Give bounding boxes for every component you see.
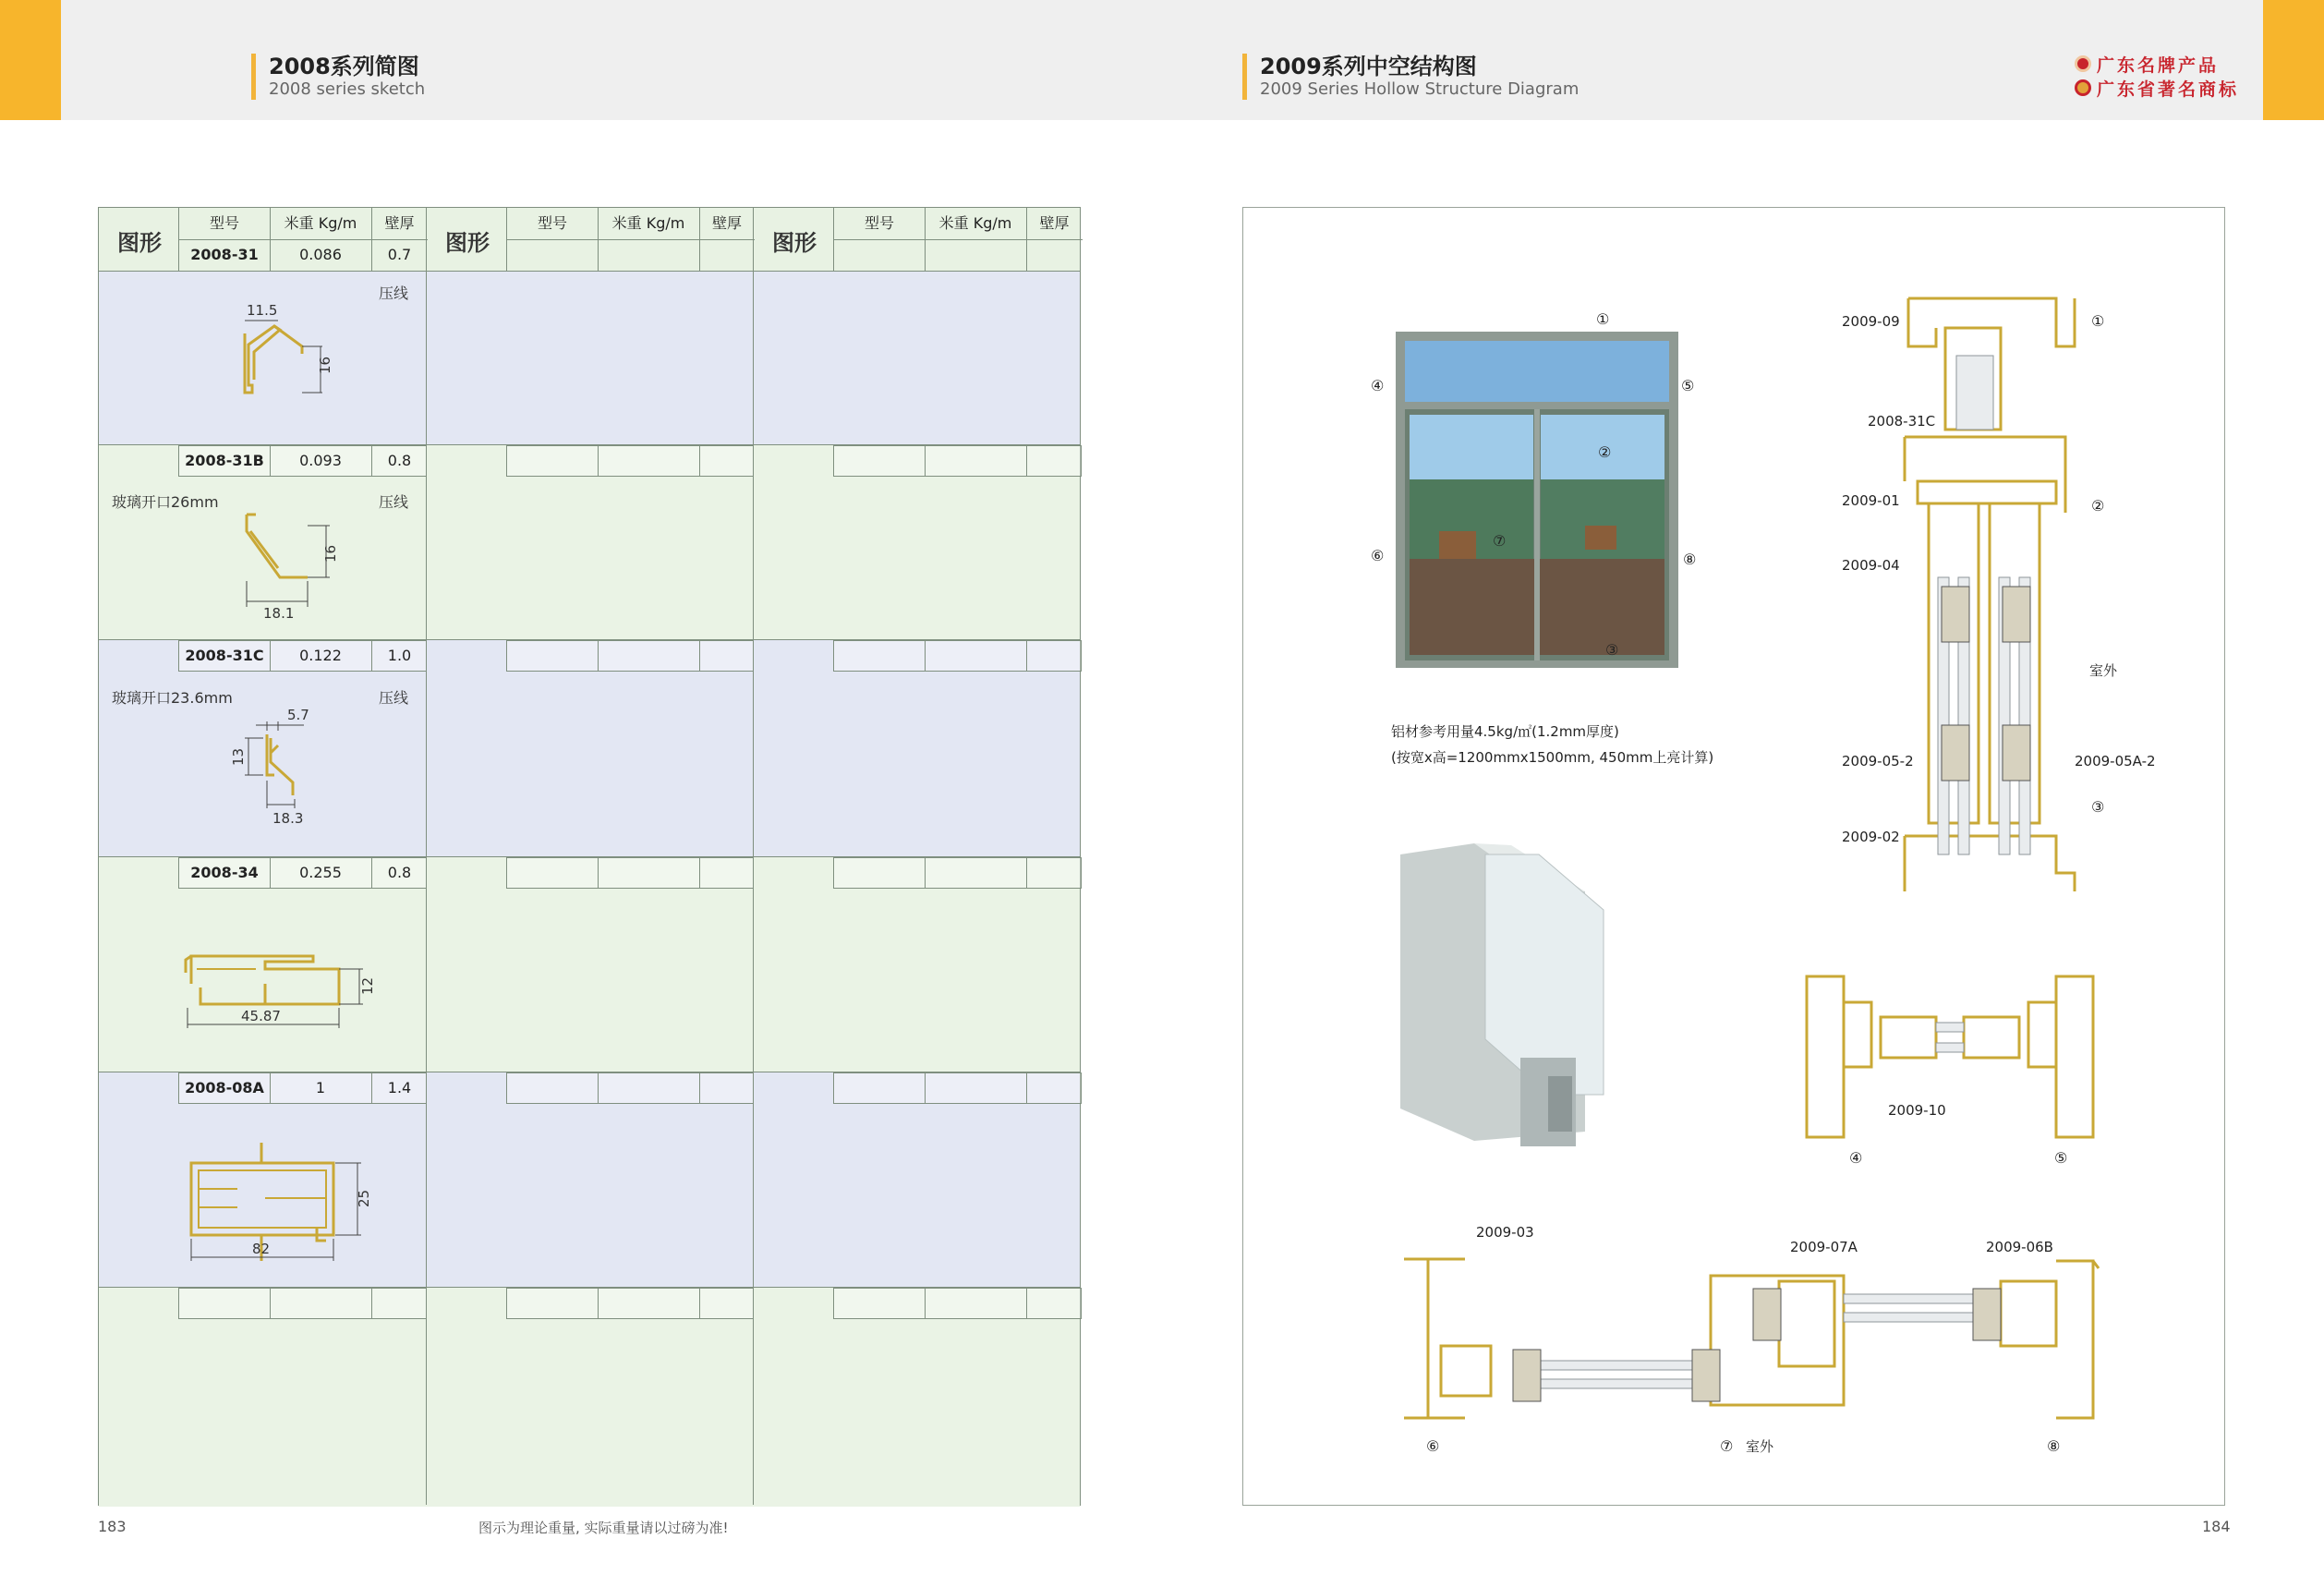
model-header-2: 型号 bbox=[537, 214, 567, 232]
shape-header-1: 图形 bbox=[117, 230, 162, 256]
model-value: 2008-34 bbox=[190, 864, 259, 881]
thickness-header-3: 壁厚 bbox=[1039, 214, 1070, 232]
thickness-value: 1.0 bbox=[387, 647, 412, 664]
marker-5: ⑤ bbox=[2054, 1149, 2068, 1167]
empty-row-info bbox=[833, 857, 1082, 889]
profile-table bbox=[98, 207, 1081, 1506]
profile-2008-34-drawing bbox=[173, 928, 394, 1039]
marker-8: ⑧ bbox=[2047, 1437, 2061, 1455]
left-subtitle: 2008 series sketch bbox=[269, 79, 426, 99]
weight-header-1: 米重 Kg/m bbox=[284, 214, 357, 232]
glass-opening-note: 玻璃开口26mm bbox=[112, 493, 219, 511]
tag-label: 压线 bbox=[379, 493, 409, 511]
outdoor-label: 室外 bbox=[2089, 662, 2118, 679]
marker-7: ⑦ bbox=[1493, 532, 1507, 550]
trademark-seal-icon bbox=[2075, 79, 2091, 96]
part-label: 2009-10 bbox=[1888, 1102, 1946, 1119]
marker-3: ③ bbox=[2091, 798, 2105, 816]
marker-1: ① bbox=[2091, 312, 2105, 330]
outdoor-label: 室外 bbox=[1746, 1438, 1774, 1455]
shape-header-2: 图形 bbox=[445, 230, 490, 256]
part-label: 2009-09 bbox=[1842, 313, 1900, 330]
empty-row-info bbox=[833, 1072, 1082, 1104]
part-label: 2009-04 bbox=[1842, 557, 1900, 574]
header-subgrid-3 bbox=[833, 208, 1082, 272]
weight-value: 0.086 bbox=[299, 246, 342, 263]
glass-panes bbox=[1936, 1023, 1964, 1052]
left-title-block bbox=[251, 54, 425, 100]
dim-label: 82 bbox=[252, 1241, 271, 1257]
row-5-info bbox=[178, 1072, 427, 1104]
marker-8: ⑧ bbox=[1683, 551, 1697, 568]
thickness-value: 0.8 bbox=[387, 864, 412, 881]
row-2-info bbox=[178, 445, 427, 477]
spacer-blocks bbox=[1942, 587, 2030, 781]
brand-row-2 bbox=[2075, 76, 2239, 100]
profile-2008-31B-drawing bbox=[219, 503, 357, 624]
dim-label: 12 bbox=[359, 976, 376, 995]
marker-3: ③ bbox=[1605, 641, 1619, 659]
model-value: 2008-31 bbox=[190, 246, 259, 263]
thickness-value: 0.8 bbox=[387, 452, 412, 469]
dim-label: 18.1 bbox=[263, 605, 295, 622]
model-header-1: 型号 bbox=[209, 214, 239, 232]
empty-row-info bbox=[178, 1288, 427, 1319]
tag-label: 压线 bbox=[379, 689, 409, 707]
marker-4: ④ bbox=[1371, 377, 1385, 394]
dim-label: 11.5 bbox=[247, 302, 278, 319]
marker-4: ④ bbox=[1849, 1149, 1863, 1167]
brand-row-1 bbox=[2075, 52, 2239, 76]
model-header-3: 型号 bbox=[864, 214, 894, 232]
profile-2008-08A-drawing bbox=[154, 1132, 394, 1270]
shape-header-3: 图形 bbox=[772, 230, 817, 256]
marker-5: ⑤ bbox=[1681, 377, 1695, 394]
part-label: 2009-01 bbox=[1842, 492, 1900, 509]
brand-line-2: 广东省著名商标 bbox=[2097, 79, 2240, 100]
empty-row-info bbox=[506, 1072, 754, 1104]
model-value: 2008-08A bbox=[185, 1079, 264, 1096]
marker-6: ⑥ bbox=[1426, 1437, 1440, 1455]
usage-line-2: (按宽x高=1200mmx1500mm, 450mm上亮计算) bbox=[1391, 749, 1714, 766]
profile-2008-31C-drawing bbox=[219, 707, 357, 836]
part-label: 2009-03 bbox=[1476, 1224, 1534, 1241]
brand-badges bbox=[2075, 52, 2239, 100]
thickness-value: 0.7 bbox=[387, 246, 412, 263]
interlock-section-drawing bbox=[1807, 976, 2093, 1137]
marker-7: ⑦ bbox=[1720, 1437, 1734, 1455]
model-value: 2008-31B bbox=[185, 452, 264, 469]
right-title: 2009系列中空结构图 bbox=[1260, 54, 1477, 79]
right-subtitle: 2009 Series Hollow Structure Diagram bbox=[1260, 79, 1580, 99]
left-title: 2008系列简图 bbox=[269, 54, 419, 79]
part-label: 2009-05-2 bbox=[1842, 753, 1914, 769]
dim-label: 5.7 bbox=[287, 707, 309, 723]
weight-value: 0.122 bbox=[299, 647, 342, 664]
dim-label: 16 bbox=[322, 544, 339, 563]
marker-1: ① bbox=[1596, 310, 1610, 328]
window-photo bbox=[1396, 332, 1678, 668]
thickness-header-1: 壁厚 bbox=[384, 214, 415, 232]
brand-line-1: 广东名牌产品 bbox=[2097, 55, 2220, 76]
header-subgrid-2 bbox=[506, 208, 754, 272]
marker-6: ⑥ bbox=[1371, 547, 1385, 564]
profile-section-render bbox=[1400, 843, 1604, 1146]
profile-2008-31-drawing bbox=[219, 300, 348, 411]
left-color-tab bbox=[0, 0, 61, 120]
glass-opening-note: 玻璃开口23.6mm bbox=[112, 689, 233, 707]
row-4-info bbox=[178, 857, 427, 889]
empty-row-info bbox=[833, 640, 1082, 672]
weight-value: 0.093 bbox=[299, 452, 342, 469]
page-header bbox=[0, 0, 2324, 120]
dim-label: 18.3 bbox=[272, 810, 304, 827]
marker-2: ② bbox=[2091, 497, 2105, 515]
brand-seal-icon bbox=[2075, 55, 2091, 72]
marker-2: ② bbox=[1598, 443, 1612, 461]
empty-row-info bbox=[506, 857, 754, 889]
right-page-number: 184 bbox=[2202, 1518, 2231, 1535]
part-label: 2009-05A-2 bbox=[2075, 753, 2156, 769]
thickness-header-2: 壁厚 bbox=[711, 214, 742, 232]
empty-row-info bbox=[506, 445, 754, 477]
right-title-block bbox=[1242, 54, 1579, 100]
part-label: 2009-02 bbox=[1842, 829, 1900, 845]
row-3-info bbox=[178, 640, 427, 672]
dim-label: 25 bbox=[356, 1189, 372, 1207]
empty-row-info bbox=[833, 1288, 1082, 1319]
empty-row-info bbox=[506, 1288, 754, 1319]
part-label: 2009-06B bbox=[1986, 1239, 2053, 1255]
structure-diagram bbox=[1243, 208, 2226, 1507]
dim-label: 13 bbox=[230, 747, 247, 766]
weight-footnote: 图示为理论重量, 实际重量请以过磅为准! bbox=[478, 1520, 729, 1536]
weight-value: 1 bbox=[315, 1079, 326, 1096]
right-color-tab bbox=[2263, 0, 2324, 120]
dim-label: 45.87 bbox=[241, 1008, 281, 1024]
tag-label: 压线 bbox=[379, 285, 409, 302]
weight-header-2: 米重 Kg/m bbox=[611, 214, 685, 232]
empty-row-info bbox=[506, 640, 754, 672]
left-page-number: 183 bbox=[98, 1518, 127, 1535]
part-label: 2008-31C bbox=[1868, 413, 1936, 430]
empty-row-info bbox=[833, 445, 1082, 477]
model-value: 2008-31C bbox=[185, 647, 264, 664]
dim-label: 16 bbox=[317, 356, 333, 374]
header-subgrid-1 bbox=[178, 208, 427, 272]
part-label: 2009-07A bbox=[1790, 1239, 1858, 1255]
weight-header-3: 米重 Kg/m bbox=[938, 214, 1012, 232]
structure-diagram-panel bbox=[1242, 207, 2225, 1506]
thickness-value: 1.4 bbox=[387, 1079, 412, 1096]
weight-value: 0.255 bbox=[299, 864, 342, 881]
usage-line-1: 铝材参考用量4.5kg/㎡(1.2mm厚度) bbox=[1391, 723, 1619, 740]
